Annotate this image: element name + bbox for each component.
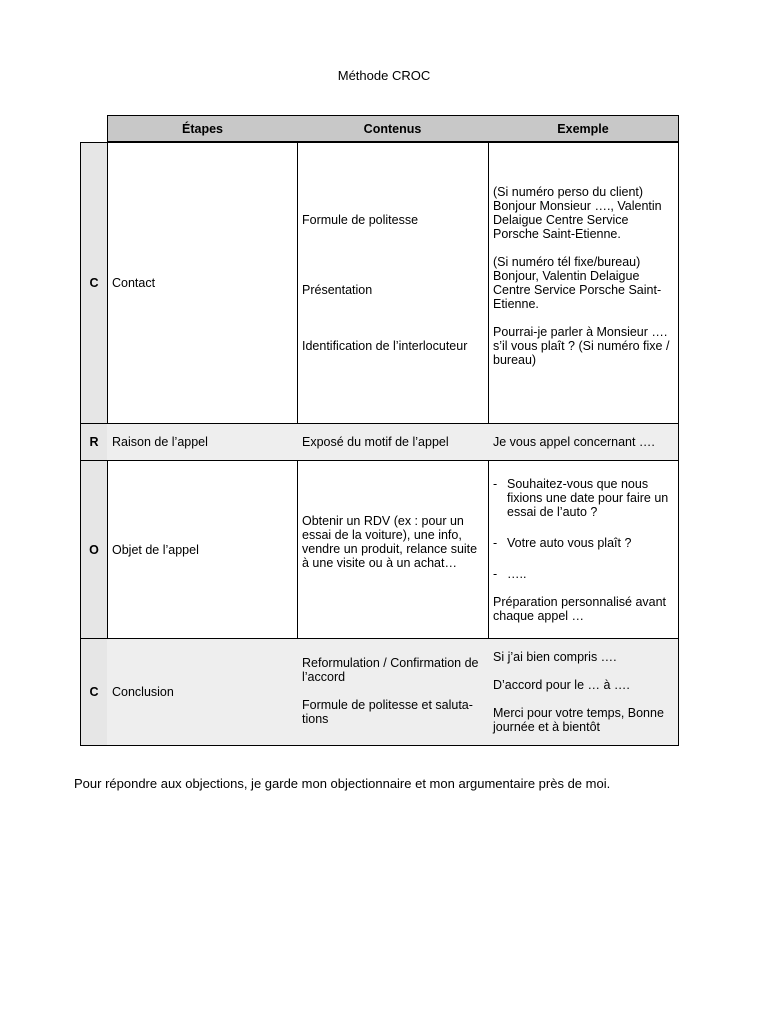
etape-label: Contact — [112, 276, 156, 290]
etape-contact — [107, 142, 298, 424]
row-letter-c2: C — [80, 638, 108, 746]
etape-conclusion — [107, 638, 298, 746]
bullet-text: ….. — [507, 567, 527, 581]
exemple-paragraph: Si j’ai bien compris …. — [493, 650, 617, 664]
page-title: Méthode CROC — [337, 68, 431, 83]
contenu-conclusion — [297, 638, 489, 746]
contenu-line: Exposé du motif de l’appel — [302, 435, 449, 449]
contenu-line: Identification de l’interlocuteur — [302, 339, 468, 353]
contenu-line: Obtenir un RDV (ex : pour un essai de la voiture), une info, vendre un produit, relance suite à une visite ou à un achat… — [302, 514, 478, 570]
row-letter-c: C — [80, 142, 108, 424]
contenu-line: Formule de politesse et saluta-tions — [302, 698, 473, 726]
exemple-paragraph: Préparation personnalisé avant chaque appel … — [493, 595, 667, 623]
row-letter-r: R — [80, 423, 108, 461]
header-contenus: Contenus — [297, 115, 489, 142]
footer-note: Pour répondre aux objections, je garde mon objectionnaire et mon argumentaire près de moi. — [74, 776, 611, 791]
bullet-item — [493, 477, 672, 519]
contenu-raison — [297, 423, 489, 461]
bullet-item — [493, 536, 672, 550]
row-letter-o: O — [80, 460, 108, 639]
exemple-conclusion — [488, 638, 679, 746]
exemple-paragraph: Pourrai-je parler à Monsieur …. s’il vous plaît ? (Si numéro fixe / bureau) — [493, 325, 670, 367]
bullet-text: Votre auto vous plaît ? — [507, 536, 632, 550]
bullet-item — [493, 567, 672, 581]
exemple-objet — [488, 460, 679, 639]
contenu-line: Formule de politesse — [302, 213, 419, 227]
bullet-dash: - — [493, 567, 498, 581]
contenu-contact — [297, 142, 489, 424]
exemple-raison — [488, 423, 679, 461]
bullet-text: Souhaitez-vous que nous fixions une date pour faire un essai de l’auto ? — [507, 477, 669, 519]
etape-label: Conclusion — [112, 685, 174, 699]
exemple-paragraph: D’accord pour le … à …. — [493, 678, 630, 692]
etape-label: Raison de l’appel — [112, 435, 208, 449]
contenu-line: Reformulation / Confirmation de l’accord — [302, 656, 479, 684]
contenu-line: Présentation — [302, 283, 373, 297]
header-exemple: Exemple — [488, 115, 679, 142]
contenu-objet — [297, 460, 489, 639]
etape-objet — [107, 460, 298, 639]
header-etapes: Étapes — [107, 115, 298, 142]
exemple-paragraph: (Si numéro tél fixe/bureau) Bonjour, Valentin Delaigue Centre Service Porsche Saint-Etienne. — [493, 255, 662, 311]
exemple-paragraph: Je vous appel concernant …. — [493, 435, 655, 449]
exemple-paragraph: Merci pour votre temps, Bonne journée et à bientôt — [493, 706, 664, 734]
exemple-contact — [488, 142, 679, 424]
bullet-dash: - — [493, 536, 498, 550]
etape-raison — [107, 423, 298, 461]
exemple-paragraph: (Si numéro perso du client) Bonjour Monsieur …., Valentin Delaigue Centre Service Porsche Saint-Etienne. — [493, 185, 662, 241]
bullet-dash: - — [493, 477, 498, 491]
etape-label: Objet de l’appel — [112, 542, 199, 557]
